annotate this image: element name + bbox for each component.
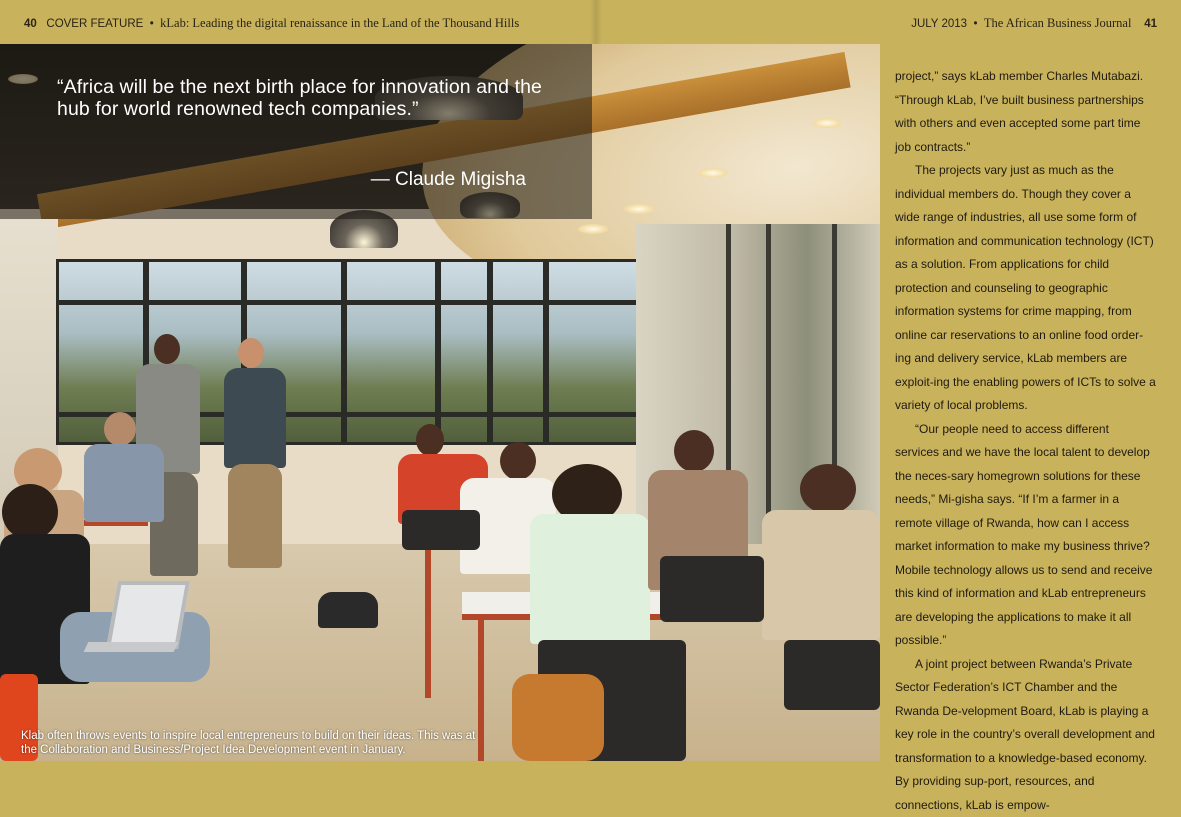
backpack xyxy=(318,592,378,628)
torso xyxy=(530,514,650,644)
patterned-bag xyxy=(512,674,604,761)
head xyxy=(416,424,444,456)
article-paragraph: A joint project between Rwanda’s Private Sector Federation’s ICT Chamber and the Rwanda De-velopment Board, kLab is playing a key role in the country’s overall development and transformation to a knowledge-based economy. By providing sup-port, resources, and connections, kLab is empow- xyxy=(895,653,1156,817)
desk-leg xyxy=(425,538,431,698)
head xyxy=(238,338,264,368)
head xyxy=(674,430,714,472)
window-mullion xyxy=(487,262,493,442)
article-column xyxy=(880,44,1181,761)
left-running-head xyxy=(24,16,519,31)
ceiling-downlight xyxy=(812,118,842,128)
left-page-number: 40 xyxy=(24,18,37,30)
head xyxy=(154,334,180,364)
head xyxy=(800,464,856,514)
article-paragraph: The projects vary just as much as the individual members do. Though they cover a wide range of industries, all use some form of information and communication technology (ICT) as a solution. From applications for child protection and counseling to geographic information systems for crime mapping, from online car reservations to an online food order-ing and delivery service, kLab members are exploit-ing the enabling powers of ICTs to solve a variety of local problems. xyxy=(895,159,1156,418)
right-running-head xyxy=(911,16,1157,31)
window-mullion xyxy=(341,262,347,442)
head xyxy=(104,412,136,446)
ceiling-downlight xyxy=(578,224,608,234)
laptop-keyboard xyxy=(84,642,179,652)
office-chair xyxy=(402,510,480,550)
quote-attribution: — Claude Migisha xyxy=(226,169,526,191)
section-label: COVER FEATURE xyxy=(46,18,143,30)
article-paragraph: project,” says kLab member Charles Mutabazi. “Through kLab, I’ve built business partnerships with others and even accepted some part time job contracts.” xyxy=(895,65,1156,159)
laptop xyxy=(106,581,190,649)
ceiling-downlight xyxy=(624,204,654,214)
window-mullion xyxy=(435,262,441,442)
window-mullion xyxy=(543,262,549,442)
right-page-number: 41 xyxy=(1144,18,1157,30)
torso xyxy=(84,444,164,522)
head xyxy=(500,442,536,480)
article-body xyxy=(895,65,1156,817)
ceiling-downlight xyxy=(698,168,728,178)
head xyxy=(2,484,58,540)
office-chair xyxy=(784,640,880,710)
bullet-separator: • xyxy=(147,18,157,30)
article-title: kLab: Leading the digital renaissance in the Land of the Thousand Hills xyxy=(160,16,519,30)
torso xyxy=(224,368,286,468)
publication-name: The African Business Journal xyxy=(984,16,1132,30)
spine-gutter xyxy=(590,0,602,44)
running-header xyxy=(0,0,1181,44)
pull-quote-panel xyxy=(0,44,592,219)
pull-quote: “Africa will be the next birth place for innovation and the hub for world renowned tech companies.” xyxy=(57,76,557,120)
article-paragraph: “Our people need to access different services and we have the local talent to develop the neces-sary homegrown solutions for these needs,” Mi-gisha says. “If I’m a farmer in a remote village of Rwanda, how can I access market information to make my business thrive? Mobile technology allows us to send and receive this kind of information and kLab entrepreneurs are developing the applications to make it all possible.” xyxy=(895,418,1156,653)
photo-caption: Klab often throws events to inspire local entrepreneurs to build on their ideas. This was at the Collaboration and Business/Project Idea Development event in January. xyxy=(21,730,491,757)
bullet-separator-right: • xyxy=(970,18,980,30)
torso xyxy=(762,510,880,640)
issue-date: JULY 2013 xyxy=(911,18,967,30)
legs xyxy=(228,464,282,568)
office-chair xyxy=(660,556,764,622)
